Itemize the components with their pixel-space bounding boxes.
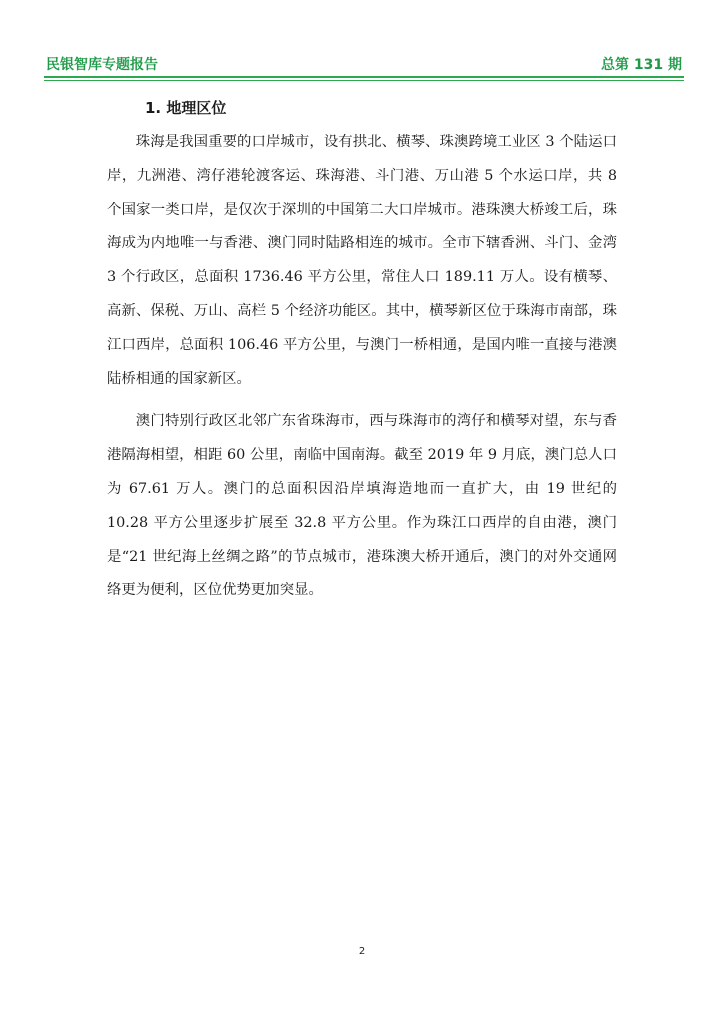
page-number: 2 [358,946,366,957]
section-heading: 1. 地理区位 [145,99,227,117]
page-header [46,52,682,74]
paragraph-zhuhai: 珠海是我国重要的口岸城市，设有拱北、横琴、珠澳跨境工业区 3 个陆运口岸，九洲港、湾仔港轮渡客运、珠海港、斗门港、万山港 5 个水运口岸，共 8 个国家一类口岸，是仅次于深圳的中国第二大口岸城市。港珠澳大桥竣工后，珠海成为内地唯一与香港、澳门同时陆路相连的城市。全市下辖香洲、斗门、金湾 3 个行政区，总面积 1736.46 平方公里，常住人口 189.11 万人。设有横琴、高新、保税、万山、高栏 5 个经济功能区。其中，横琴新区位于珠海市南部，珠江口西岸，总面积 106.46 平方公里，与澳门一桥相通，是国内唯一直接与港澳陆桥相通的国家新区。 [107,134,617,387]
issue-number: 总第 131 期 [601,57,682,73]
header-divider-thin [44,80,684,81]
header-divider [44,76,684,78]
paragraph-macau: 澳门特别行政区北邻广东省珠海市，西与珠海市的湾仔和横琴对望，东与香港隔海相望，相距 60 公里，南临中国南海。截至 2019 年 9 月底，澳门总人口为 67.61 万人。澳门的总面积因沿岸填海造地而一直扩大，由 19 世纪的 10.28 平方公里逐步扩展至 32.8 平方公里。作为珠江口西岸的自由港，澳门是“21 世纪海上丝绸之路”的节点城市，港珠澳大桥开通后，澳门的对外交通网络更为便利，区位优势更加突显。 [107,413,617,599]
report-series-title: 民银智库专题报告 [46,57,158,73]
document-body [107,90,617,608]
